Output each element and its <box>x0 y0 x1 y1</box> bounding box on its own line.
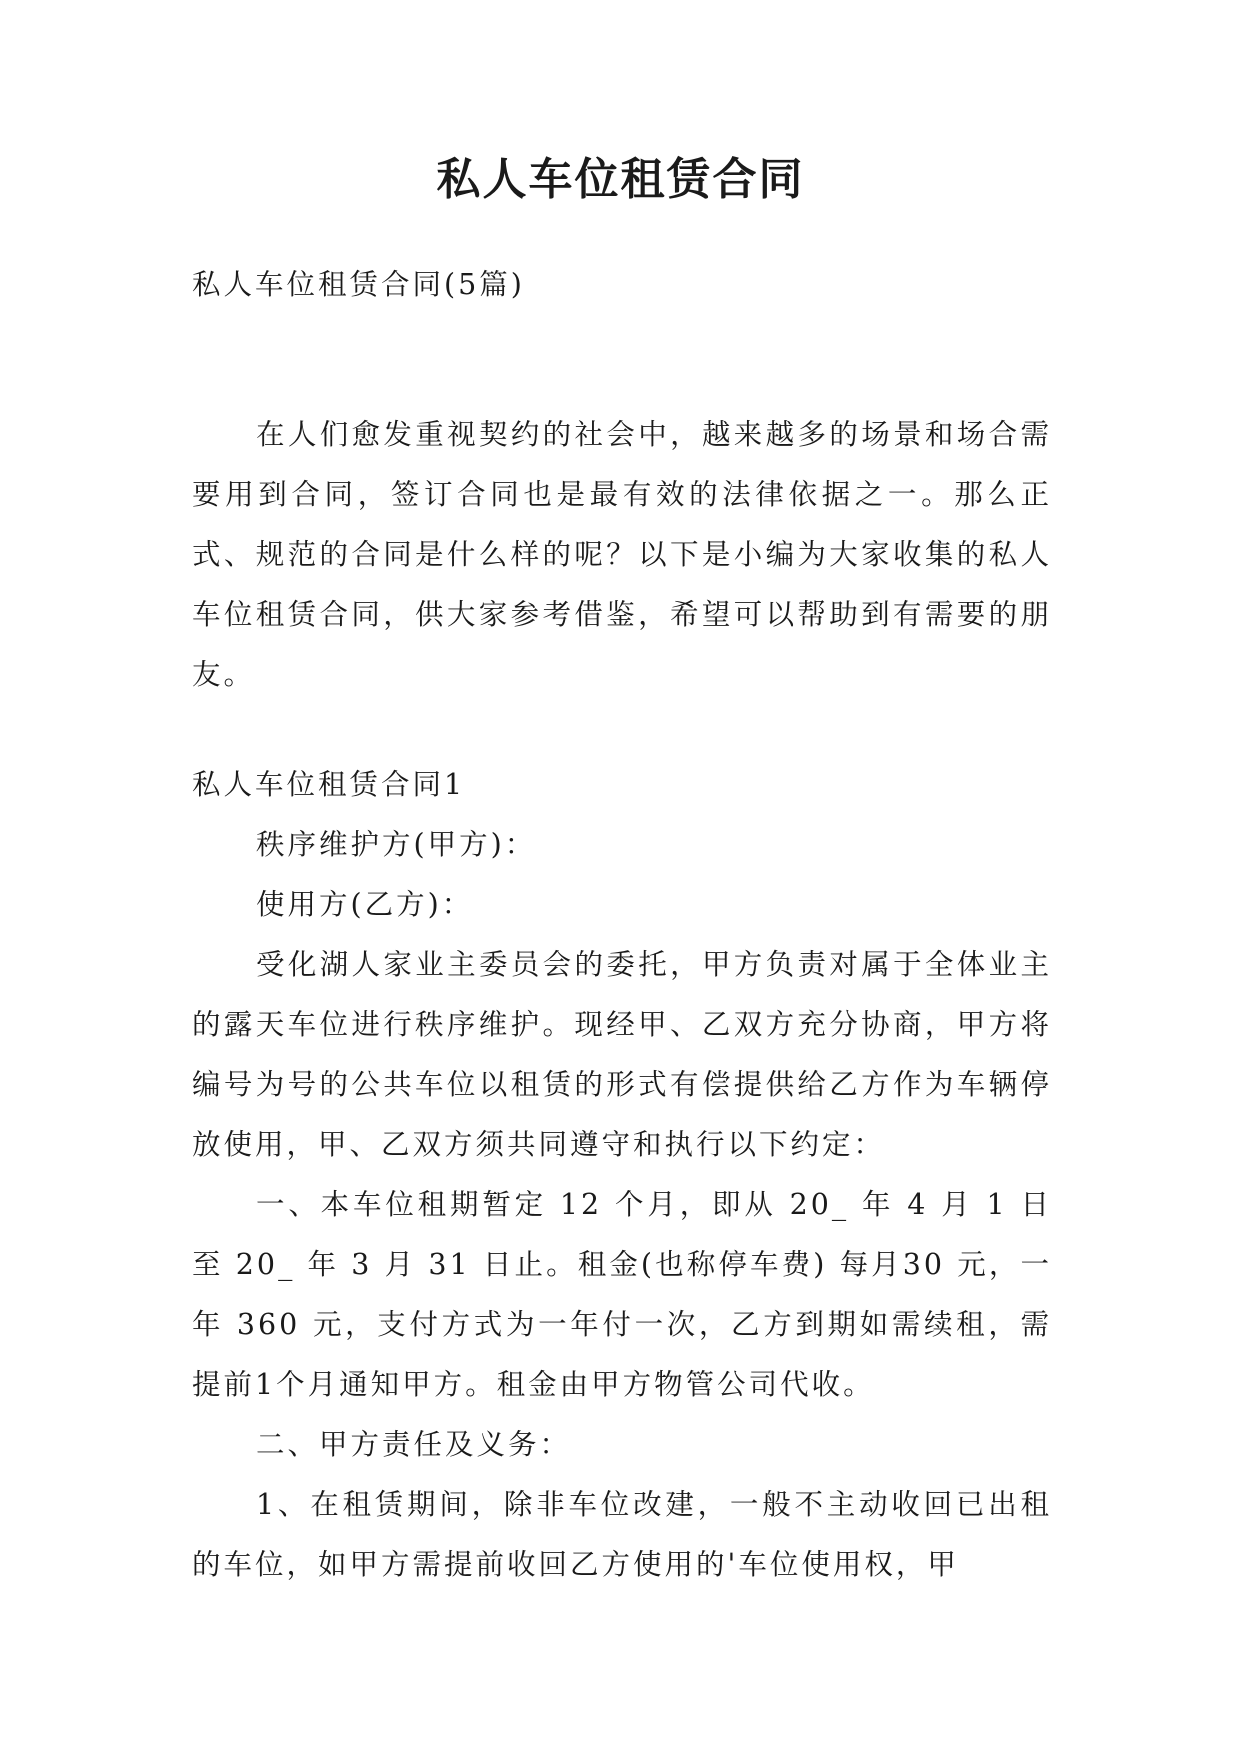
document-subtitle: 私人车位租赁合同(5篇) <box>192 268 525 301</box>
party-b-line: 使用方(乙方)： <box>256 888 474 921</box>
clause-one-paragraph: 一、本车位租期暂定 12 个月，即从 20_ 年 4 月 1 日至 20_ 年 3 月 31 日止。租金(也称停车费) 每月30 元，一年 360 元，支付方式为一年付一次，乙方到期如需续租，需提前1个月通知甲方。租金由甲方物管公司代收。 <box>192 1188 1052 1401</box>
section-title: 私人车位租赁合同1 <box>192 768 466 801</box>
commission-paragraph: 受化湖人家业主委员会的委托，甲方负责对属于全体业主的露天车位进行秩序维护。现经甲、乙双方充分协商，甲方将编号为号的公共车位以租赁的形式有偿提供给乙方作为车辆停放使用，甲、乙双方须共同遵守和执行以下约定： <box>192 948 1052 1161</box>
document-title: 私人车位租赁合同 <box>436 154 805 205</box>
clause-two-heading: 二、甲方责任及义务： <box>256 1428 572 1461</box>
party-a-line: 秩序维护方(甲方)： <box>256 828 537 861</box>
intro-paragraph: 在人们愈发重视契约的社会中，越来越多的场景和场合需要用到合同，签订合同也是最有效的法律依据之一。那么正式、规范的合同是什么样的呢？以下是小编为大家收集的私人车位租赁合同，供大家参考借鉴，希望可以帮助到有需要的朋友。 <box>192 418 1052 691</box>
clause-two-item-one: 1、在租赁期间，除非车位改建，一般不主动收回已出租的车位，如甲方需提前收回乙方使用的'车位使用权，甲 <box>192 1488 1052 1581</box>
